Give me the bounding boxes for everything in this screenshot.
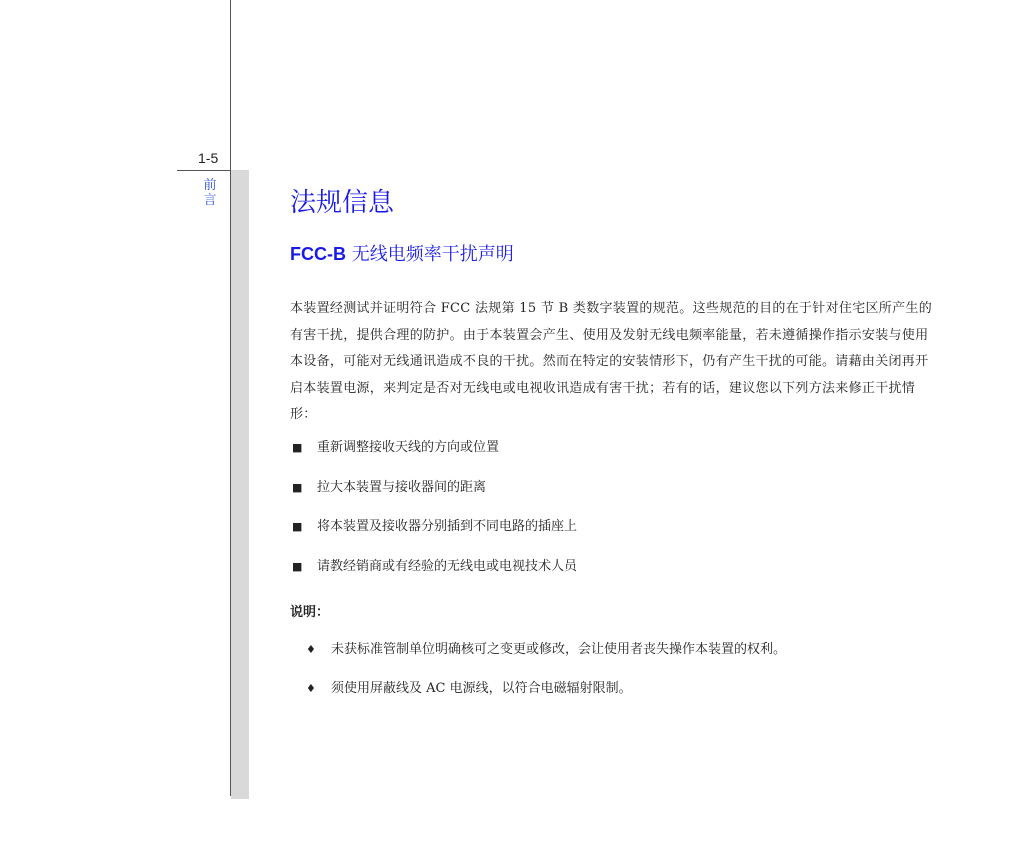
- side-label-char: 前: [203, 178, 217, 193]
- note-list: [306, 640, 786, 718]
- body-paragraph: 本装置经测试并证明符合 FCC 法规第 15 节 B 类数字装置的规范。这些规范的目的在于针对住宅区所产生的有害干扰，提供合理的防护。由于本装置会产生、使用及发射无线电频率能量，若未遵循操作指示安装与使用本设备，可能对无线通讯造成不良的干扰。然而在特定的安装情形下，仍有产生干扰的可能。请藉由关闭再开启本装置电源，来判定是否对无线电或电视收讯造成有害干扰；若有的话，建议您以下列方法来修正干扰情形：: [290, 301, 933, 422]
- page-title: 法规信息: [290, 188, 395, 218]
- square-bullet-icon: ■: [292, 520, 303, 533]
- note-label: 说明：: [290, 605, 330, 620]
- list-item-text: 请教经销商或有经验的无线电或电视技术人员: [317, 558, 578, 574]
- list-item-text: 重新调整接收天线的方向或位置: [317, 440, 500, 455]
- side-label-char: 言: [203, 193, 217, 208]
- list-item-text: 将本装置及接收器分别插到不同电路的插座上: [317, 519, 578, 534]
- page-number-rule: [177, 170, 231, 171]
- list-item: [292, 478, 577, 518]
- page-number: 1-5: [198, 150, 219, 166]
- subtitle-bold: FCC-B: [290, 244, 346, 264]
- note-item: [306, 640, 786, 679]
- bullet-list: [292, 438, 577, 596]
- note-item-text: 须使用屏蔽线及 AC 电源线，以符合电磁辐射限制。: [331, 681, 632, 696]
- square-bullet-icon: ■: [292, 441, 303, 454]
- note-item: [306, 679, 786, 718]
- list-item-text: 拉大本装置与接收器间的距离: [317, 479, 487, 495]
- list-item: [292, 557, 577, 597]
- margin-gray-bar: [231, 170, 249, 799]
- subtitle-rest: 无线电频率干扰声明: [346, 244, 514, 265]
- list-item: [292, 517, 577, 557]
- diamond-bullet-icon: ♦: [306, 643, 316, 656]
- square-bullet-icon: ■: [292, 559, 303, 573]
- section-side-label: [203, 178, 217, 208]
- note-item-text: 未获标准管制单位明确核可之变更或修改，会让使用者丧失操作本装置的权利。: [331, 642, 787, 657]
- square-bullet-icon: ■: [292, 480, 303, 494]
- section-subtitle: [290, 240, 514, 266]
- list-item: [292, 438, 577, 478]
- diamond-bullet-icon: ♦: [306, 682, 316, 695]
